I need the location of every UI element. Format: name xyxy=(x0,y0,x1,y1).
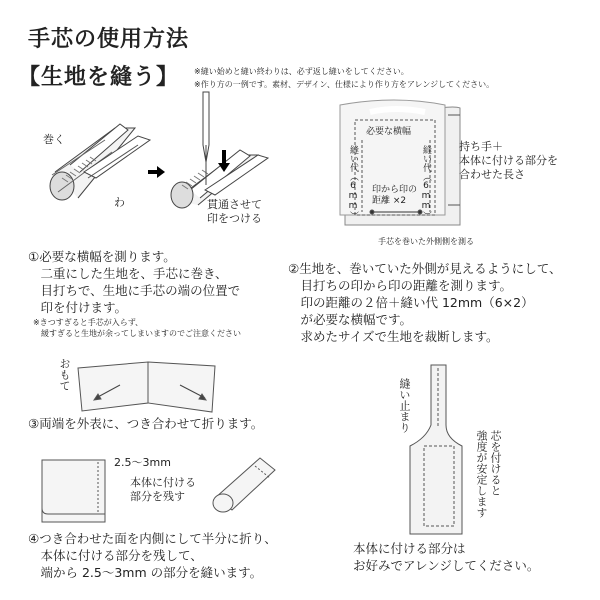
seam-left-label: 縫い代（6mm） xyxy=(348,145,358,220)
attach-part-label: 本体に付ける 部分を残す xyxy=(130,476,196,503)
step4-text: ④つき合わせた面を内側にして半分に折り、 本体に付ける部分を残して、 端から 2.5～3mm の部分を縫います。 xyxy=(28,531,277,580)
face-label: おもて xyxy=(58,358,71,391)
step3-text: ③両端を外表に、つき合わせて折ります。 xyxy=(28,416,264,431)
wrap-label: 巻く xyxy=(43,133,65,146)
step1-text: ①必要な横幅を測ります。 二重にした生地を、手芯に巻き、 目打ちで、生地に手芯の端の位置で 印を付けます。 xyxy=(28,249,241,315)
width-label: 必要な横幅 xyxy=(366,127,412,137)
step2-text: ②生地を、巻いていた外側が見えるようにして、 目打ちの印から印の距離を測ります。 印の距離の２倍＋縫い代 12mm（6×2） が必要な横幅です。 求めたサイズで生地を裁断します。 xyxy=(288,261,562,344)
seam-right-label: 縫い代（6mm） xyxy=(421,145,431,220)
stop-stitch-label: 縫い止まり xyxy=(398,378,411,433)
page-title: 手芯の使用方法 xyxy=(28,27,190,52)
attach-note: 本体に付ける部分は お好みでアレンジしてください。 xyxy=(353,541,540,573)
section-heading: 【生地を縫う】 xyxy=(18,65,180,90)
note-example: ※作り方の一例です。素材、デザイン、仕様により作り方をアレンジしてください。 xyxy=(194,80,495,89)
step1-note: ※きつすぎると手芯が入らず、 緩すぎると生地が余ってしまいますのでご注意ください xyxy=(33,318,241,338)
length-label: 持ち手＋ 本体に付ける部分を 合わせた長さ xyxy=(459,140,558,181)
measure-outside-label: 手芯を巻いた外側側を測る xyxy=(378,237,474,246)
distance-label: 印から印の 距離 ×2 xyxy=(372,185,418,206)
seam-width-label: 2.5～3mm xyxy=(114,456,171,469)
stable-label: 芯を付けると 強度が安定します xyxy=(475,430,502,518)
pierce-label: 貫通させて 印をつける xyxy=(207,198,262,225)
note-backstitch: ※縫い始めと縫い終わりは、必ず返し縫いをしてください。 xyxy=(194,67,409,76)
fold-label: わ xyxy=(114,196,125,209)
